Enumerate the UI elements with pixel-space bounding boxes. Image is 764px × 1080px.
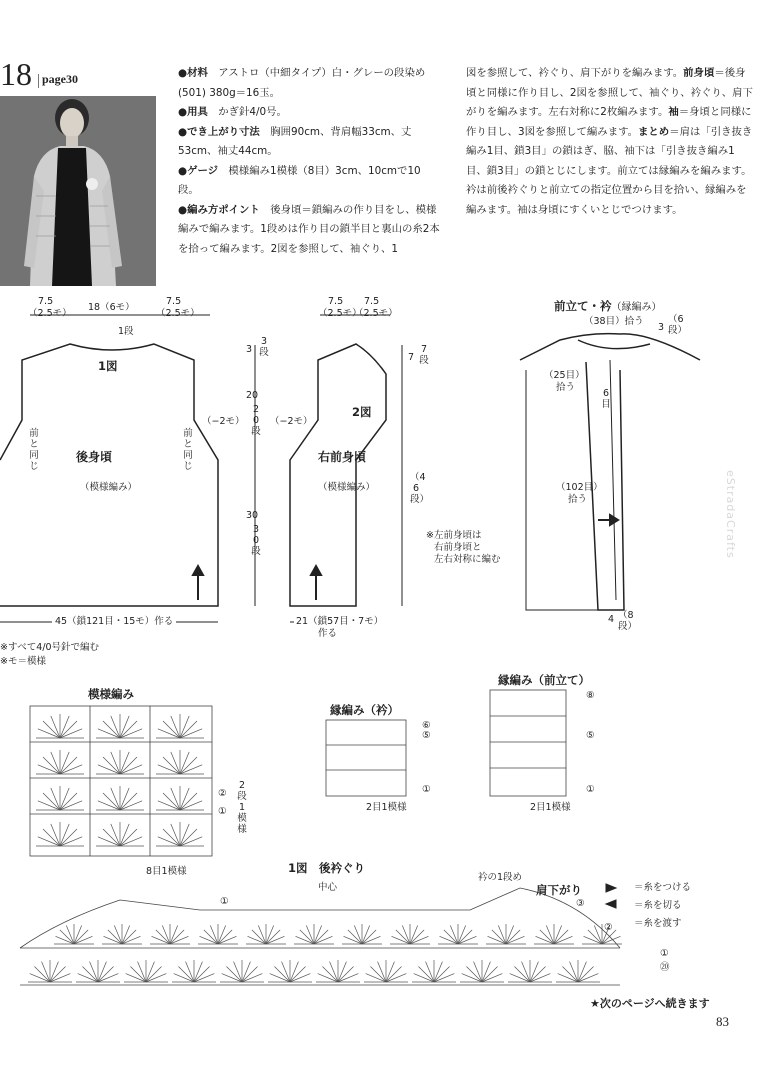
fan-stitch — [180, 757, 197, 774]
legend-carry: ＝糸を渡す — [634, 918, 682, 929]
fan-stitch — [578, 966, 594, 982]
front-r1: ① — [586, 784, 595, 795]
pattern-row1: ① — [218, 806, 227, 817]
neck-r20: ⑳ — [660, 962, 670, 973]
dim-top-right-sub: （2.5モ） — [156, 308, 200, 319]
fan-stitch — [300, 930, 314, 944]
collar-pick-top: （38目）拾う — [584, 316, 644, 327]
collar-pick-side: （25目） — [544, 370, 585, 381]
back-stitch-label: （模様編み） — [80, 482, 138, 493]
rows-30: 30 — [246, 510, 259, 521]
fan-stitch — [218, 930, 232, 944]
fan-stitch — [178, 966, 194, 982]
fan-stitch — [103, 793, 120, 810]
note-hook: ※すべて4/0号針で編む — [0, 642, 100, 653]
neck-r2: ② — [604, 922, 613, 933]
pattern-reps: 8目1模様 — [146, 866, 187, 877]
fan-stitch — [348, 930, 362, 944]
fan-stitch — [362, 930, 376, 944]
fan-stitch — [43, 757, 60, 774]
pattern-chart-title: 模様編み — [88, 687, 134, 701]
collar-title: 前立て・衿（縁編み） — [554, 299, 662, 313]
fan-stitch — [274, 966, 290, 982]
front-r5: ⑤ — [586, 730, 595, 741]
instructions-col1: ●材料 アストロ（中細タイプ）白・グレーの段染め(501) 380g＝16玉。 ●用具 かぎ針4/0号。 ●でき上がり寸法 胸囲90cm、背肩幅33cm、丈53cm、袖丈44cm。 ●ゲージ 模様編み1模様（8目）3cm、10cmで10段。 ●編み方ポイント 後身頃＝鎖編みの作り目をし、模様編みで編みます。1段めは作り目の鎖半目と裏山の糸2本を拾って編みます。2図を参照して、袖ぐり、1 — [178, 67, 440, 255]
collar-r6: ⑥ — [422, 720, 431, 731]
note-pattern: ※モ＝模様 — [0, 656, 46, 667]
fan-stitch — [370, 966, 386, 982]
dim-top-left: 7.5 — [38, 296, 54, 307]
front-rows-46: （46段） — [410, 472, 430, 505]
fan-stitch — [43, 793, 60, 810]
fan-stitch — [530, 966, 546, 982]
mirror-note-3: 左右対称に編む — [434, 554, 501, 565]
fan-stitch — [396, 930, 410, 944]
front-body-label: 右前身頃 — [318, 450, 367, 464]
fan-stitch — [120, 721, 137, 738]
collar-r5: ⑤ — [422, 730, 431, 741]
fan-stitch — [492, 930, 506, 944]
fan-stitch — [74, 930, 88, 944]
band-rows-4: 4 — [608, 614, 615, 625]
legend-cut: ＝糸を切る — [634, 900, 682, 911]
pattern-rows: 2段1模様 — [237, 780, 247, 835]
fan-stitch — [170, 930, 184, 944]
fan-stitch — [444, 930, 458, 944]
front-bottom-dim2: 作る — [318, 628, 338, 639]
fan-stitch — [60, 721, 77, 738]
fan-stitch — [60, 930, 74, 944]
fan-stitch — [60, 757, 77, 774]
front-chart-title: 縁編み（前立て） — [498, 673, 590, 687]
collar-r1: ① — [422, 784, 431, 795]
fan-stitch — [338, 966, 354, 982]
fan-stitch — [43, 721, 60, 738]
fan-stitch — [290, 966, 306, 982]
fan-stitch — [60, 793, 77, 810]
fan-stitch — [163, 721, 180, 738]
fan-stitch — [434, 966, 450, 982]
front-rows-7: 7 — [408, 352, 415, 363]
diagram2-label: 2図 — [352, 405, 372, 419]
fan-stitch — [266, 930, 280, 944]
band-pick: （102目） — [556, 482, 603, 493]
fan-stitch — [322, 966, 338, 982]
fan-stitch — [180, 829, 197, 846]
fan-stitch — [482, 966, 498, 982]
legend-attach: ＝糸をつける — [634, 882, 692, 893]
fan-stitch — [386, 966, 402, 982]
front-armhole-dec: （−2モ） — [270, 416, 313, 427]
collar-reps: 2目1模様 — [366, 802, 407, 813]
fan-stitch — [466, 966, 482, 982]
fan-stitch — [314, 930, 328, 944]
back-body-label: 後身頃 — [76, 450, 113, 464]
page-reference: page30 — [42, 72, 78, 86]
neck-center: 中心 — [318, 882, 338, 893]
fan-stitch — [410, 930, 424, 944]
front-dim-b: 7.5 — [364, 296, 380, 307]
neck-first-row: 衿の1段め — [478, 872, 523, 883]
fan-stitch — [180, 793, 197, 810]
fan-stitch — [163, 757, 180, 774]
neck-r3: ③ — [576, 898, 585, 909]
dim-top-mid: 18（6モ） — [88, 302, 135, 313]
front-rows-7b: 7段 — [419, 344, 429, 366]
front-dim-a-sub: （2.5モ） — [318, 308, 362, 319]
fan-stitch — [554, 930, 568, 944]
mirror-note-1: ※左前身頃は — [426, 530, 482, 541]
collar-rows-6: （6段） — [668, 314, 688, 336]
front-bottom-dim: 21（鎖57目・7モ） — [296, 616, 384, 627]
side-note-right: 前と同じ — [183, 428, 193, 472]
fan-stitch — [60, 829, 77, 846]
rows-3b: 3段 — [259, 336, 269, 358]
fan-stitch — [120, 829, 137, 846]
shoulder-slope: 肩下がり — [536, 883, 582, 897]
side-note-left: 前と同じ — [29, 428, 39, 472]
fan-stitch — [562, 966, 578, 982]
fan-stitch — [180, 721, 197, 738]
fan-stitch — [226, 966, 242, 982]
band-rows-8: （8段） — [618, 610, 638, 632]
neck-chart-label: 1図 後衿ぐり — [288, 861, 366, 875]
back-bottom-dim: 45（鎖121目・15モ）作る — [52, 616, 176, 627]
band-pick2: 拾う — [568, 494, 588, 505]
fan-stitch — [103, 757, 120, 774]
fan-stitch — [252, 930, 266, 944]
fan-stitch — [130, 966, 146, 982]
rows-30b: 30段 — [251, 524, 261, 557]
collar-chart-title: 縁編み（衿） — [330, 703, 399, 717]
neck-rows: 1段 — [118, 326, 134, 337]
fan-stitch — [204, 930, 218, 944]
fan-stitch — [120, 793, 137, 810]
fan-stitch — [506, 930, 520, 944]
mirror-note-2: 右前身頃と — [434, 542, 482, 553]
rows-3: 3 — [246, 344, 253, 355]
fan-stitch — [108, 930, 122, 944]
armhole-dec: （−2モ） — [202, 416, 245, 427]
front-stitch-label: （模様編み） — [318, 482, 376, 493]
front-reps: 2目1模様 — [530, 802, 571, 813]
fan-stitch — [120, 757, 137, 774]
fan-stitch — [588, 930, 602, 944]
collar-six: 6目 — [601, 388, 611, 410]
front-r8: ⑧ — [586, 690, 595, 701]
rows-20b: 20段 — [251, 404, 261, 437]
fan-stitch — [418, 966, 434, 982]
fan-stitch — [34, 966, 50, 982]
pattern-row2: ② — [218, 788, 227, 799]
fan-stitch — [194, 966, 210, 982]
front-dim-a: 7.5 — [328, 296, 344, 307]
collar-pick-side2: 拾う — [556, 382, 576, 393]
fan-stitch — [156, 930, 170, 944]
neck-r1-left: ① — [220, 896, 229, 907]
fan-stitch — [163, 793, 180, 810]
continue-note: ★次のページへ続きます — [590, 997, 710, 1010]
page-number: 83 — [716, 1014, 729, 1029]
front-dim-b-sub: （2.5モ） — [354, 308, 398, 319]
fan-stitch — [103, 721, 120, 738]
fan-stitch — [540, 930, 554, 944]
fan-stitch — [50, 966, 66, 982]
fan-stitch — [103, 829, 120, 846]
collar-rows-3: 3 — [658, 322, 665, 333]
rows-20: 20 — [246, 390, 259, 401]
fan-stitch — [98, 966, 114, 982]
dim-top-right: 7.5 — [166, 296, 182, 307]
dim-top-left-sub: （2.5モ） — [28, 308, 72, 319]
fan-stitch — [163, 829, 180, 846]
fan-stitch — [458, 930, 472, 944]
diagram1-label: 1図 — [98, 359, 118, 373]
fan-stitch — [122, 930, 136, 944]
watermark: eStradaCrafts — [724, 470, 737, 559]
fan-stitch — [82, 966, 98, 982]
fan-stitch — [43, 829, 60, 846]
fan-stitch — [514, 966, 530, 982]
neck-r1: ① — [660, 948, 669, 959]
pattern-number: 18 — [0, 56, 32, 92]
fan-stitch — [242, 966, 258, 982]
instructions-col2: 図を参照して、衿ぐり、肩下がりを編みます。前身頃＝後身頃と同様に作り目し、2図を参照して、袖ぐり、衿ぐり、肩下がりを編みます。左右対称に2枚編みます。袖＝身頃と同様に作り目し、3図を参照して編みます。まとめ＝肩は「引き抜き編み1目、鎖3目」の鎖はぎ、脇、袖下は「引き抜き編み1目、鎖3目」の鎖とじにします。前立ては縁編みを編みます。衿は前後衿ぐりと前立ての指定位置から目を拾い、縁編みを編みます。袖は身頃にすくいとじでつけます。 — [466, 67, 753, 216]
fan-stitch — [146, 966, 162, 982]
